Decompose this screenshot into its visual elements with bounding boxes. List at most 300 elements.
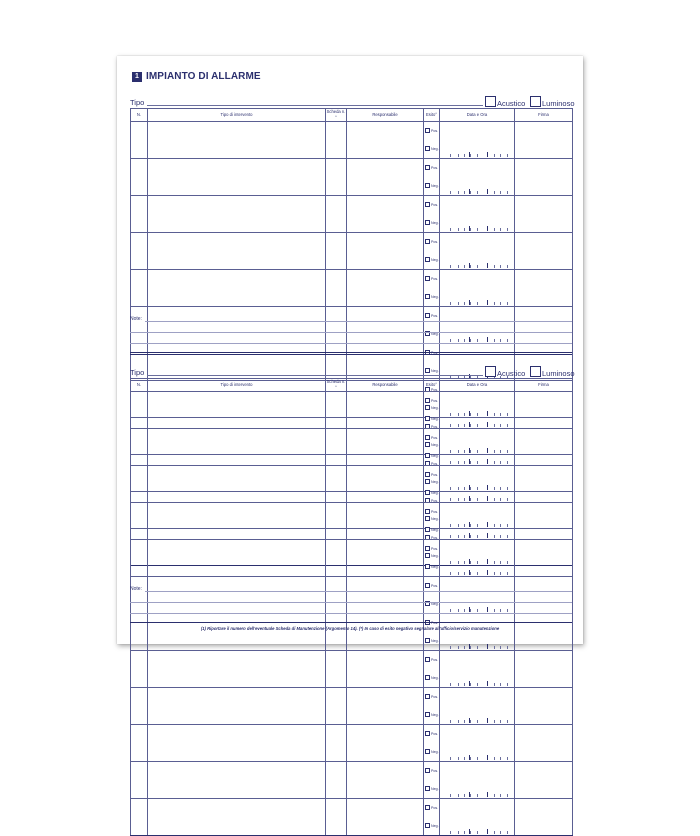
intervention-type-cell[interactable] <box>148 743 326 762</box>
card-number-cell[interactable] <box>326 307 347 326</box>
date-time-cell[interactable] <box>440 159 515 178</box>
intervention-type-cell[interactable] <box>148 799 326 818</box>
date-time-cell[interactable] <box>440 762 515 781</box>
responsible-cell[interactable] <box>347 688 424 707</box>
date-tick-mark <box>470 757 471 760</box>
signature-cell[interactable] <box>515 122 573 141</box>
outcome-positive-checkbox[interactable] <box>425 239 430 244</box>
outcome-negative-label: Neg. <box>431 638 439 643</box>
intervention-type-cell[interactable] <box>148 214 326 233</box>
intervention-type-cell[interactable] <box>148 688 326 707</box>
outcome-positive-checkbox[interactable] <box>425 805 430 810</box>
outcome-positive-checkbox[interactable] <box>425 202 430 207</box>
date-tick-mark <box>494 609 495 612</box>
responsible-cell[interactable] <box>347 817 424 836</box>
intervention-type-cell[interactable] <box>148 466 326 485</box>
date-time-cell[interactable] <box>440 429 515 448</box>
date-time-cell[interactable] <box>440 706 515 725</box>
number-cell[interactable] <box>131 447 148 466</box>
responsible-cell[interactable] <box>347 595 424 614</box>
date-tick-mark <box>500 683 501 686</box>
date-time-cell[interactable] <box>440 122 515 141</box>
responsible-cell[interactable] <box>347 558 424 577</box>
intervention-type-cell[interactable] <box>148 651 326 670</box>
number-cell[interactable] <box>131 233 148 252</box>
luminoso-checkbox[interactable] <box>530 366 541 377</box>
date-time-cell[interactable] <box>440 484 515 503</box>
outcome-negative-checkbox[interactable] <box>425 675 430 680</box>
date-time-cell[interactable] <box>440 577 515 596</box>
date-time-cell[interactable] <box>440 251 515 270</box>
outcome-positive-checkbox[interactable] <box>425 398 430 403</box>
date-time-cell[interactable] <box>440 743 515 762</box>
card-number-cell[interactable] <box>326 325 347 344</box>
intervention-type-cell[interactable] <box>148 595 326 614</box>
date-tick-mark <box>477 609 478 612</box>
responsible-cell[interactable] <box>347 780 424 799</box>
number-cell[interactable] <box>131 196 148 215</box>
card-number-cell[interactable] <box>326 688 347 707</box>
intervention-type-cell[interactable] <box>148 270 326 289</box>
signature-cell[interactable] <box>515 725 573 744</box>
intervention-type-cell[interactable] <box>148 325 326 344</box>
responsible-cell[interactable] <box>347 447 424 466</box>
signature-cell[interactable] <box>515 595 573 614</box>
outcome-positive-checkbox[interactable] <box>425 509 430 514</box>
outcome-negative-checkbox[interactable] <box>425 453 430 458</box>
responsible-cell[interactable] <box>347 521 424 540</box>
number-cell[interactable] <box>131 521 148 540</box>
date-tick-mark <box>500 228 501 231</box>
number-cell[interactable] <box>131 429 148 448</box>
outcome-positive-checkbox[interactable] <box>425 694 430 699</box>
outcome-negative-checkbox[interactable] <box>425 490 430 495</box>
card-number-cell[interactable] <box>326 817 347 836</box>
outcome-negative-checkbox[interactable] <box>425 564 430 569</box>
number-cell[interactable] <box>131 484 148 503</box>
signature-cell[interactable] <box>515 743 573 762</box>
number-cell[interactable] <box>131 688 148 707</box>
signature-cell[interactable] <box>515 780 573 799</box>
intervention-type-cell[interactable] <box>148 817 326 836</box>
responsible-cell[interactable] <box>347 122 424 141</box>
outcome-positive-label: Pos. <box>431 535 439 540</box>
signature-cell[interactable] <box>515 307 573 326</box>
date-time-cell[interactable] <box>440 177 515 196</box>
number-cell[interactable] <box>131 214 148 233</box>
date-tick-mark <box>470 339 471 342</box>
date-time-cell[interactable] <box>440 447 515 466</box>
card-number-cell[interactable] <box>326 540 347 559</box>
outcome-negative-checkbox[interactable] <box>425 220 430 225</box>
outcome-negative-checkbox[interactable] <box>425 712 430 717</box>
outcome-positive-checkbox[interactable] <box>425 165 430 170</box>
signature-cell[interactable] <box>515 447 573 466</box>
date-time-cell[interactable] <box>440 651 515 670</box>
intervention-type-cell[interactable] <box>148 410 326 429</box>
card-number-cell[interactable] <box>326 743 347 762</box>
signature-cell[interactable] <box>515 558 573 577</box>
date-time-cell[interactable] <box>440 233 515 252</box>
signature-cell[interactable] <box>515 466 573 485</box>
date-time-cell[interactable] <box>440 558 515 577</box>
outcome-positive-checkbox[interactable] <box>425 546 430 551</box>
intervention-type-cell[interactable] <box>148 725 326 744</box>
outcome-positive-checkbox[interactable] <box>425 128 430 133</box>
outcome-negative-checkbox[interactable] <box>425 146 430 151</box>
responsible-cell[interactable] <box>347 233 424 252</box>
signature-cell[interactable] <box>515 392 573 411</box>
date-time-cell[interactable] <box>440 780 515 799</box>
card-number-cell[interactable] <box>326 140 347 159</box>
outcome-cell <box>424 159 440 178</box>
responsible-cell[interactable] <box>347 196 424 215</box>
date-tick-mark <box>458 265 459 268</box>
signature-cell[interactable] <box>515 410 573 429</box>
signature-cell[interactable] <box>515 762 573 781</box>
signature-cell[interactable] <box>515 521 573 540</box>
note-line[interactable] <box>130 602 572 603</box>
number-cell[interactable] <box>131 288 148 307</box>
responsible-cell[interactable] <box>347 307 424 326</box>
date-tick-mark <box>450 831 451 834</box>
card-number-cell[interactable] <box>326 780 347 799</box>
date-tick-mark <box>477 424 478 427</box>
outcome-positive-checkbox[interactable] <box>425 768 430 773</box>
intervention-type-cell[interactable] <box>148 251 326 270</box>
date-separator-mark <box>487 792 488 797</box>
responsible-cell[interactable] <box>347 159 424 178</box>
date-separator-mark <box>487 226 488 231</box>
card-number-cell[interactable] <box>326 122 347 141</box>
outcome-positive-label: Pos. <box>431 731 439 736</box>
card-number-cell[interactable] <box>326 725 347 744</box>
number-cell[interactable] <box>131 595 148 614</box>
number-cell[interactable] <box>131 466 148 485</box>
card-number-cell[interactable] <box>326 762 347 781</box>
number-cell[interactable] <box>131 743 148 762</box>
outcome-negative-checkbox[interactable] <box>425 823 430 828</box>
date-time-cell[interactable] <box>440 392 515 411</box>
intervention-type-cell[interactable] <box>148 159 326 178</box>
date-tick-mark <box>450 302 451 305</box>
date-separator-mark <box>469 570 470 575</box>
date-time-cell[interactable] <box>440 140 515 159</box>
tipo-field[interactable] <box>147 105 483 106</box>
date-tick-mark <box>477 498 478 501</box>
signature-cell[interactable] <box>515 140 573 159</box>
intervention-type-cell[interactable] <box>148 632 326 651</box>
intervention-type-cell[interactable] <box>148 540 326 559</box>
outcome-negative-checkbox[interactable] <box>425 749 430 754</box>
outcome-cell <box>424 632 440 651</box>
date-tick-mark <box>458 535 459 538</box>
outcome-negative-checkbox[interactable] <box>425 294 430 299</box>
table-row <box>131 688 573 707</box>
date-time-cell[interactable] <box>440 307 515 326</box>
outcome-positive-checkbox[interactable] <box>425 657 430 662</box>
date-tick-mark <box>470 535 471 538</box>
card-number-cell[interactable] <box>326 799 347 818</box>
card-number-cell[interactable] <box>326 177 347 196</box>
outcome-positive-checkbox[interactable] <box>425 276 430 281</box>
signature-cell[interactable] <box>515 503 573 522</box>
number-cell[interactable] <box>131 780 148 799</box>
responsible-cell[interactable] <box>347 632 424 651</box>
intervention-type-cell[interactable] <box>148 780 326 799</box>
date-separator-mark <box>469 189 470 194</box>
intervention-type-cell[interactable] <box>148 233 326 252</box>
responsible-cell[interactable] <box>347 325 424 344</box>
card-number-cell[interactable] <box>326 595 347 614</box>
register-page <box>117 56 583 828</box>
outcome-negative-label: Neg. <box>431 516 439 521</box>
luminoso-checkbox[interactable] <box>530 96 541 107</box>
outcome-negative-checkbox[interactable] <box>425 638 430 643</box>
card-number-cell[interactable] <box>326 214 347 233</box>
date-tick-mark <box>494 265 495 268</box>
date-time-cell[interactable] <box>440 595 515 614</box>
date-tick-mark <box>464 154 465 157</box>
responsible-cell[interactable] <box>347 725 424 744</box>
intervention-type-cell[interactable] <box>148 503 326 522</box>
date-time-cell[interactable] <box>440 817 515 836</box>
outcome-cell <box>424 196 440 215</box>
date-time-cell[interactable] <box>440 196 515 215</box>
number-cell[interactable] <box>131 392 148 411</box>
date-time-cell[interactable] <box>440 466 515 485</box>
signature-cell[interactable] <box>515 177 573 196</box>
outcome-positive-checkbox[interactable] <box>425 313 430 318</box>
responsible-cell[interactable] <box>347 540 424 559</box>
card-number-cell[interactable] <box>326 410 347 429</box>
responsible-cell[interactable] <box>347 669 424 688</box>
signature-cell[interactable] <box>515 632 573 651</box>
outcome-negative-checkbox[interactable] <box>425 786 430 791</box>
acustico-checkbox[interactable] <box>485 366 496 377</box>
responsible-cell[interactable] <box>347 706 424 725</box>
card-number-cell[interactable] <box>326 669 347 688</box>
intervention-type-cell[interactable] <box>148 447 326 466</box>
responsible-cell[interactable] <box>347 799 424 818</box>
number-cell[interactable] <box>131 325 148 344</box>
intervention-type-cell[interactable] <box>148 177 326 196</box>
note-line[interactable] <box>130 343 572 344</box>
intervention-type-cell[interactable] <box>148 196 326 215</box>
note-line[interactable] <box>145 591 572 592</box>
date-tick-mark <box>450 609 451 612</box>
responsible-cell[interactable] <box>347 288 424 307</box>
date-time-cell[interactable] <box>440 503 515 522</box>
responsible-cell[interactable] <box>347 577 424 596</box>
date-time-cell[interactable] <box>440 669 515 688</box>
date-tick-mark <box>464 609 465 612</box>
date-tick-mark <box>470 461 471 464</box>
intervention-type-cell[interactable] <box>148 429 326 448</box>
intervention-type-cell[interactable] <box>148 577 326 596</box>
date-time-cell[interactable] <box>440 288 515 307</box>
outcome-negative-checkbox[interactable] <box>425 257 430 262</box>
date-tick-mark <box>458 302 459 305</box>
card-number-cell[interactable] <box>326 196 347 215</box>
number-cell[interactable] <box>131 651 148 670</box>
card-number-cell[interactable] <box>326 233 347 252</box>
number-cell[interactable] <box>131 706 148 725</box>
card-number-cell[interactable] <box>326 288 347 307</box>
date-tick-mark <box>450 572 451 575</box>
signature-cell[interactable] <box>515 817 573 836</box>
signature-cell[interactable] <box>515 214 573 233</box>
signature-cell[interactable] <box>515 325 573 344</box>
intervention-type-cell[interactable] <box>148 669 326 688</box>
responsible-cell[interactable] <box>347 392 424 411</box>
signature-cell[interactable] <box>515 577 573 596</box>
date-time-cell[interactable] <box>440 325 515 344</box>
date-time-cell[interactable] <box>440 270 515 289</box>
signature-cell[interactable] <box>515 251 573 270</box>
responsible-cell[interactable] <box>347 140 424 159</box>
signature-cell[interactable] <box>515 651 573 670</box>
intervention-type-cell[interactable] <box>148 706 326 725</box>
responsible-cell[interactable] <box>347 484 424 503</box>
card-number-cell[interactable] <box>326 577 347 596</box>
card-number-cell[interactable] <box>326 706 347 725</box>
signature-cell[interactable] <box>515 799 573 818</box>
date-time-cell[interactable] <box>440 410 515 429</box>
card-number-cell[interactable] <box>326 447 347 466</box>
number-cell[interactable] <box>131 410 148 429</box>
number-cell[interactable] <box>131 669 148 688</box>
responsible-cell[interactable] <box>347 177 424 196</box>
responsible-cell[interactable] <box>347 214 424 233</box>
table-row <box>131 159 573 178</box>
intervention-type-cell[interactable] <box>148 521 326 540</box>
outcome-negative-checkbox[interactable] <box>425 527 430 532</box>
outcome-positive-checkbox[interactable] <box>425 472 430 477</box>
card-number-cell[interactable] <box>326 159 347 178</box>
responsible-cell[interactable] <box>347 410 424 429</box>
note-line[interactable] <box>130 332 572 333</box>
outcome-positive-checkbox[interactable] <box>425 731 430 736</box>
outcome-negative-checkbox[interactable] <box>425 183 430 188</box>
number-cell[interactable] <box>131 762 148 781</box>
number-cell[interactable] <box>131 632 148 651</box>
signature-cell[interactable] <box>515 540 573 559</box>
date-time-cell[interactable] <box>440 540 515 559</box>
card-number-cell[interactable] <box>326 466 347 485</box>
responsible-cell[interactable] <box>347 743 424 762</box>
responsible-cell[interactable] <box>347 762 424 781</box>
outcome-negative-label: Neg. <box>431 331 439 336</box>
signature-cell[interactable] <box>515 706 573 725</box>
card-number-cell[interactable] <box>326 429 347 448</box>
number-cell[interactable] <box>131 503 148 522</box>
signature-cell[interactable] <box>515 159 573 178</box>
responsible-cell[interactable] <box>347 503 424 522</box>
card-number-cell[interactable] <box>326 392 347 411</box>
number-cell[interactable] <box>131 540 148 559</box>
responsible-cell[interactable] <box>347 466 424 485</box>
card-number-cell[interactable] <box>326 503 347 522</box>
date-time-cell[interactable] <box>440 799 515 818</box>
number-cell[interactable] <box>131 122 148 141</box>
card-number-cell[interactable] <box>326 270 347 289</box>
signature-cell[interactable] <box>515 429 573 448</box>
signature-cell[interactable] <box>515 484 573 503</box>
intervention-type-cell[interactable] <box>148 140 326 159</box>
outcome-positive-checkbox[interactable] <box>425 583 430 588</box>
responsible-cell[interactable] <box>347 651 424 670</box>
responsible-cell[interactable] <box>347 251 424 270</box>
tipo-field[interactable] <box>147 375 483 376</box>
outcome-negative-checkbox[interactable] <box>425 416 430 421</box>
signature-cell[interactable] <box>515 688 573 707</box>
signature-cell[interactable] <box>515 196 573 215</box>
intervention-type-cell[interactable] <box>148 762 326 781</box>
acustico-checkbox[interactable] <box>485 96 496 107</box>
date-tick-mark <box>494 498 495 501</box>
number-cell[interactable] <box>131 140 148 159</box>
card-number-cell[interactable] <box>326 651 347 670</box>
signature-cell[interactable] <box>515 288 573 307</box>
date-time-cell[interactable] <box>440 214 515 233</box>
card-number-cell[interactable] <box>326 632 347 651</box>
number-cell[interactable] <box>131 251 148 270</box>
number-cell[interactable] <box>131 725 148 744</box>
card-number-cell[interactable] <box>326 484 347 503</box>
col-header-card-number: Scheda n.° <box>326 109 346 120</box>
card-number-cell[interactable] <box>326 558 347 577</box>
intervention-type-cell[interactable] <box>148 122 326 141</box>
date-separator-mark <box>487 496 488 501</box>
number-cell[interactable] <box>131 177 148 196</box>
note-line[interactable] <box>145 321 572 322</box>
intervention-type-cell[interactable] <box>148 392 326 411</box>
signature-cell[interactable] <box>515 669 573 688</box>
note-line[interactable] <box>130 613 572 614</box>
number-cell[interactable] <box>131 799 148 818</box>
date-tick-mark <box>494 720 495 723</box>
table-row <box>131 270 573 289</box>
number-cell[interactable] <box>131 817 148 836</box>
date-time-cell[interactable] <box>440 688 515 707</box>
intervention-type-cell[interactable] <box>148 558 326 577</box>
outcome-negative-label: Neg. <box>431 453 439 458</box>
intervention-type-cell[interactable] <box>148 288 326 307</box>
number-cell[interactable] <box>131 159 148 178</box>
date-time-cell[interactable] <box>440 632 515 651</box>
intervention-type-cell[interactable] <box>148 484 326 503</box>
outcome-positive-checkbox[interactable] <box>425 435 430 440</box>
col-header-signature: Firma <box>515 109 573 122</box>
date-tick-mark <box>458 424 459 427</box>
outcome-cell <box>424 288 440 307</box>
responsible-cell[interactable] <box>347 270 424 289</box>
signature-cell[interactable] <box>515 270 573 289</box>
date-time-cell[interactable] <box>440 521 515 540</box>
number-cell[interactable] <box>131 558 148 577</box>
card-number-cell[interactable] <box>326 251 347 270</box>
intervention-type-cell[interactable] <box>148 307 326 326</box>
date-tick-mark <box>494 794 495 797</box>
card-number-cell[interactable] <box>326 521 347 540</box>
responsible-cell[interactable] <box>347 429 424 448</box>
date-time-cell[interactable] <box>440 725 515 744</box>
date-tick-mark <box>464 757 465 760</box>
signature-cell[interactable] <box>515 233 573 252</box>
number-cell[interactable] <box>131 270 148 289</box>
outcome-cell <box>424 688 440 707</box>
